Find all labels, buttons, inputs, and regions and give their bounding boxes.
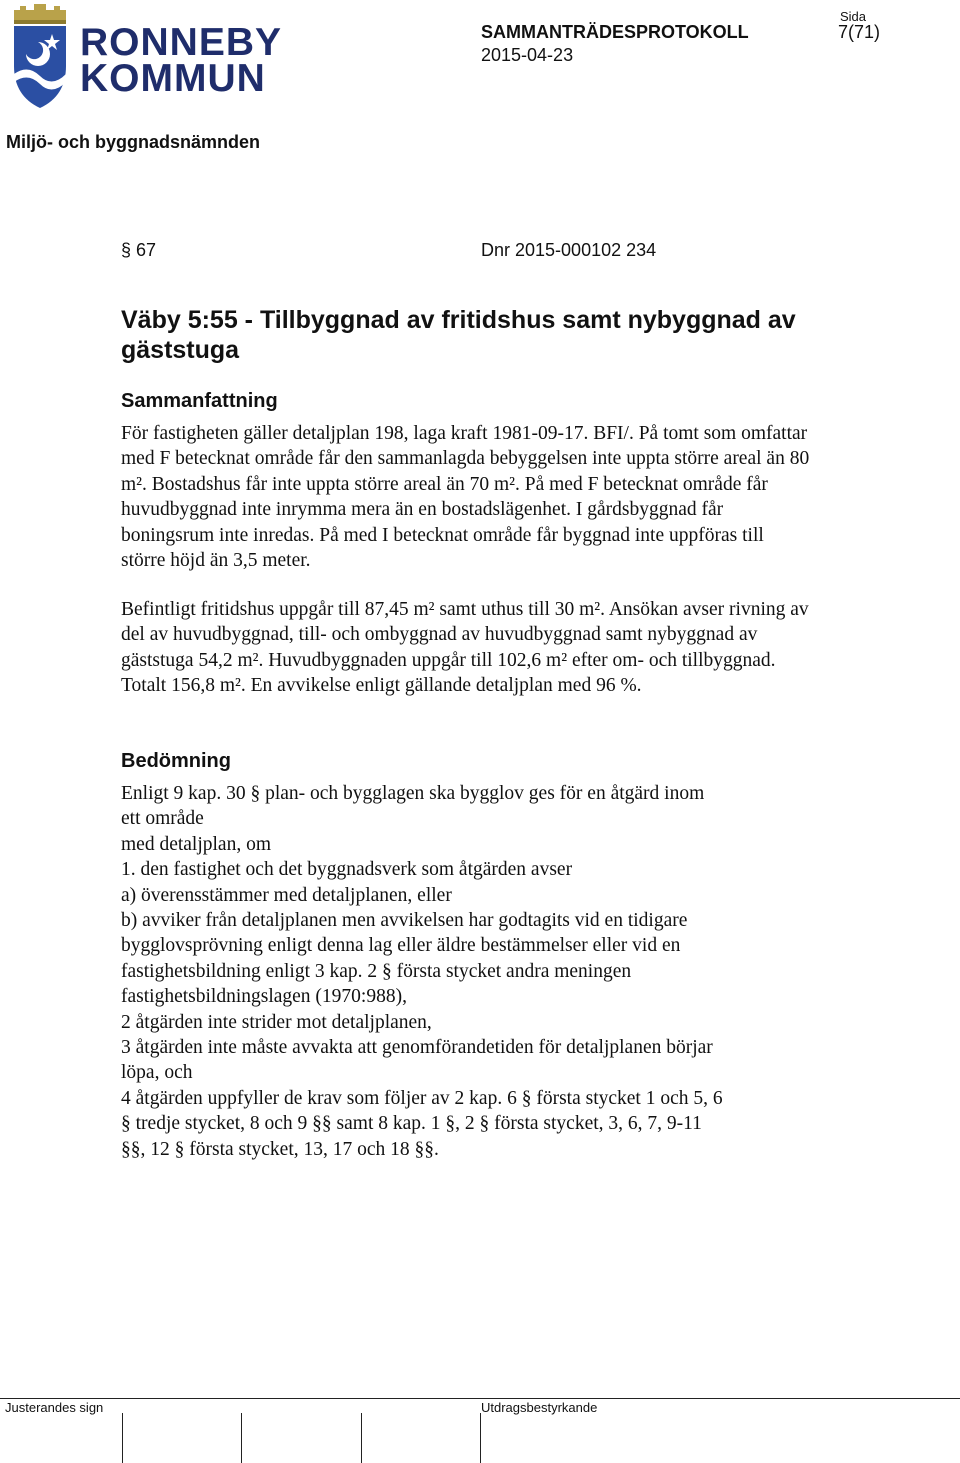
assessment-line: ett område: [121, 808, 204, 830]
assessment-line: 2 åtgärden inte strider mot detaljplanen,: [121, 1011, 432, 1033]
summary-paragraph-2: Befintligt fritidshus uppgår till 87,45 m² samt uthus till 30 m². Ansökan avser rivning av del av huvudbyggnad, till- och ombyggnad av huvudbyggnad samt nybyggnad av gäststuga 54,2 m². Huvudbyggnaden uppgår till 102,6 m² efter om- och tillbyggnad. Totalt 156,8 m². En avvikelse enligt gällande detaljplan med 96 %.: [121, 599, 809, 697]
footer-divider: [0, 1398, 960, 1399]
signature-label: Justerandes sign: [5, 1400, 104, 1415]
assessment-line: b) avviker från detaljplanen men avvikelsen har godtagits vid en tidigare: [121, 910, 688, 932]
meeting-date: 2015-04-23: [481, 45, 574, 65]
logo-text-line1: RONNEBY: [80, 21, 283, 64]
assessment-line: 1. den fastighet och det byggnadsverk som åtgärden avser: [121, 859, 573, 881]
assessment-line: 4 åtgärden uppfyller de krav som följer av 2 kap. 6 § första stycket 1 och 5, 6: [121, 1087, 723, 1109]
assessment-line: bygglovsprövning enligt denna lag eller äldre bestämmelser eller vid en: [121, 935, 681, 957]
assessment-line: Enligt 9 kap. 30 § plan- och bygglagen ska bygglov ges för en åtgärd inom: [121, 783, 705, 804]
logo-text-line2: KOMMUN: [80, 57, 266, 100]
assessment-line: med detaljplan, om: [121, 833, 272, 855]
assessment-line: löpa, och: [121, 1062, 193, 1084]
assessment-line: fastighetsbildning enligt 3 kap. 2 § första stycket andra meningen: [121, 960, 632, 982]
signature-box-divider: [241, 1413, 242, 1463]
page-number: 7(71): [838, 22, 881, 42]
document-type: SAMMANTRÄDESPROTOKOLL: [481, 22, 749, 42]
case-dnr: Dnr 2015-000102 234: [481, 240, 657, 260]
signature-box-divider: [122, 1413, 123, 1463]
signature-box-divider: [480, 1413, 481, 1463]
assessment-line: 3 åtgärden inte måste avvakta att genomförandetiden för detaljplanen börjar: [121, 1037, 713, 1059]
assessment-line: fastighetsbildningslagen (1970:988),: [121, 986, 407, 1008]
assessment-body: [121, 781, 811, 1162]
assessment-line: § tredje stycket, 8 och 9 §§ samt 8 kap. 1 §, 2 § första stycket, 3, 6, 7, 9-11: [121, 1113, 702, 1135]
summary-heading: Sammanfattning: [121, 390, 278, 412]
case-paragraph-number: § 67: [121, 240, 157, 260]
assessment-line: a) överensstämmer med detaljplanen, eller: [121, 884, 452, 906]
municipality-crest-icon: [8, 4, 72, 110]
signature-box-divider: [361, 1413, 362, 1463]
certification-label: Utdragsbestyrkande: [481, 1400, 598, 1415]
assessment-line: §§, 12 § första stycket, 13, 17 och 18 §§.: [121, 1138, 439, 1160]
page-label: Sida: [840, 9, 867, 24]
case-title: Väby 5:55 - Tillbyggnad av fritidshus samt nybyggnad av gäststuga: [121, 306, 796, 364]
summary-paragraph-1: För fastigheten gäller detaljplan 198, laga kraft 1981-09-17. BFI/. På tomt som omfattar med F betecknat område får den sammanlagda bebyggelsen inte uppta större areal än 80 m². Bostadshus får inte uppta större areal än 70 m². På med F betecknat område får huvudbyggnad inte inrymma mera än en bostadslägenhet. I gårdsbyggnad får boningsrum inte inredas. På med I betecknat område får byggnad inte uppföras till större höjd än 3,5 meter.: [121, 423, 810, 572]
assessment-heading: Bedömning: [121, 750, 231, 772]
department-name: Miljö- och byggnadsnämnden: [6, 132, 261, 152]
